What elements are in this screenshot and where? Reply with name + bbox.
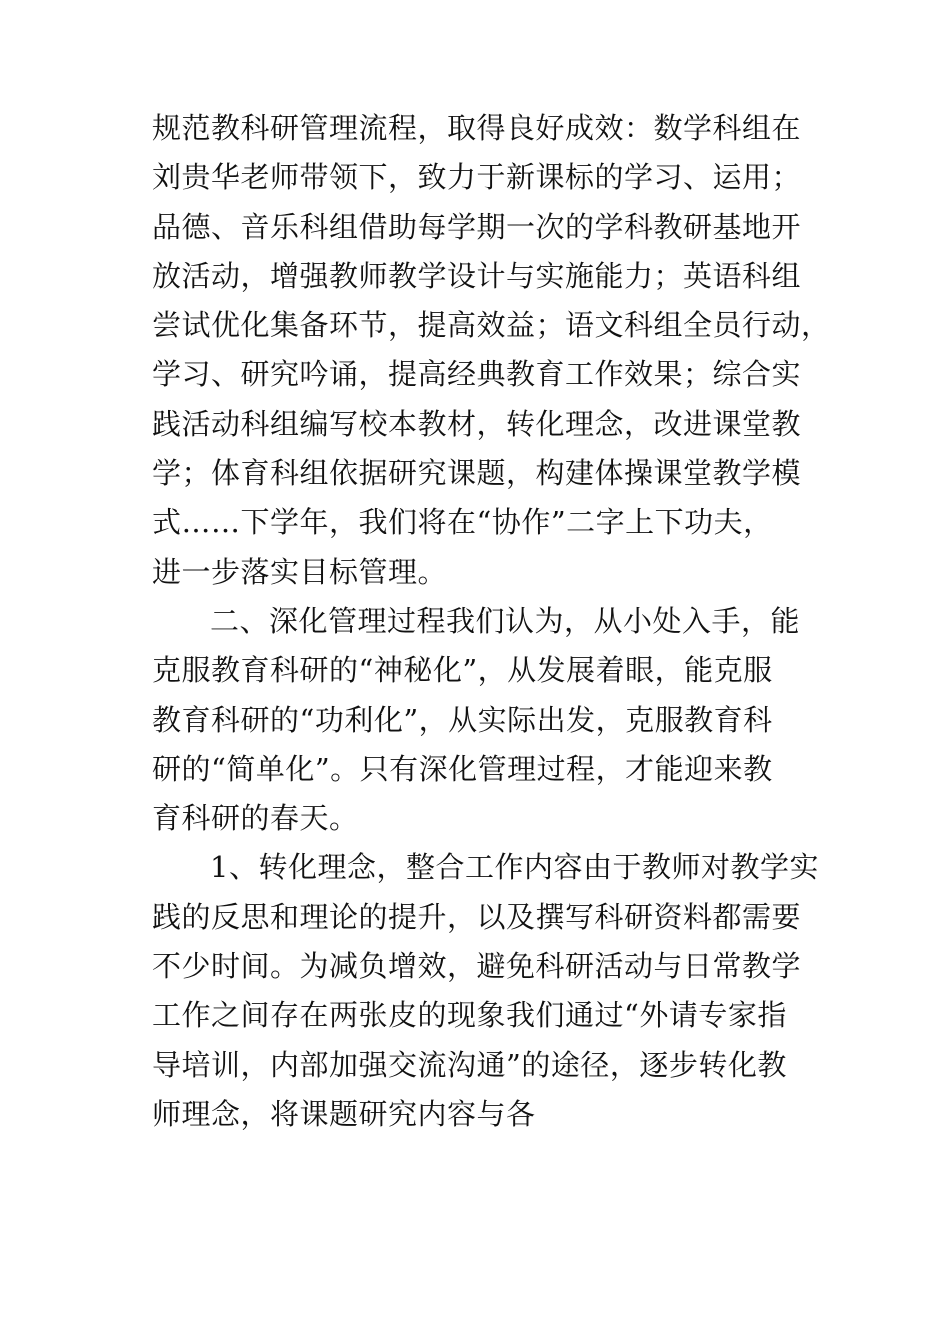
text-line: 刘贵华老师带领下，致力于新课标的学习、运用； bbox=[152, 160, 802, 195]
text-line: 不少时间。为减负增效，避免科研活动与日常教学 bbox=[152, 949, 802, 984]
text-line: 尝试优化集备环节，提高效益；语文科组全员行动， bbox=[152, 308, 831, 343]
text-line: 工作之间存在两张皮的现象我们通过“外请专家指 bbox=[152, 998, 787, 1033]
text-line: 育科研的春天。 bbox=[152, 801, 359, 836]
text-line: 品德、音乐科组借助每学期一次的学科教研基地开 bbox=[152, 209, 802, 244]
paragraph-start-line: 1、转化理念，整合工作内容由于教师对教学实 bbox=[210, 850, 819, 885]
text-line: 放活动，增强教师教学设计与实施能力；英语科组 bbox=[152, 258, 802, 293]
text-line: 践活动科组编写校本教材，转化理念，改进课堂教 bbox=[152, 406, 802, 441]
text-line: 学；体育科组依据研究课题，构建体操课堂教学模 bbox=[152, 456, 802, 491]
paragraph-start-line: 二、深化管理过程我们认为，从小处入手，能 bbox=[210, 603, 801, 638]
text-line: 导培训，内部加强交流沟通”的途径，逐步转化教 bbox=[152, 1047, 787, 1082]
text-line: 研的“简单化”。只有深化管理过程，才能迎来教 bbox=[152, 751, 773, 786]
document-body bbox=[152, 104, 831, 1139]
text-line: 践的反思和理论的提升，以及撰写科研资料都需要 bbox=[152, 899, 802, 934]
text-line: 规范教科研管理流程，取得良好成效：数学科组在 bbox=[152, 111, 802, 145]
text-line: 式……下学年，我们将在“协作”二字上下功夫， bbox=[152, 505, 773, 540]
text-line: 克服教育科研的“神秘化”，从发展着眼，能克服 bbox=[152, 653, 773, 688]
text-line: 师理念，将课题研究内容与各 bbox=[152, 1096, 536, 1131]
text-line: 教育科研的“功利化”，从实际出发，克服教育科 bbox=[152, 702, 773, 737]
text-line: 学习、研究吟诵，提高经典教育工作效果；综合实 bbox=[152, 357, 802, 392]
text-line: 进一步落实目标管理。 bbox=[152, 554, 448, 589]
